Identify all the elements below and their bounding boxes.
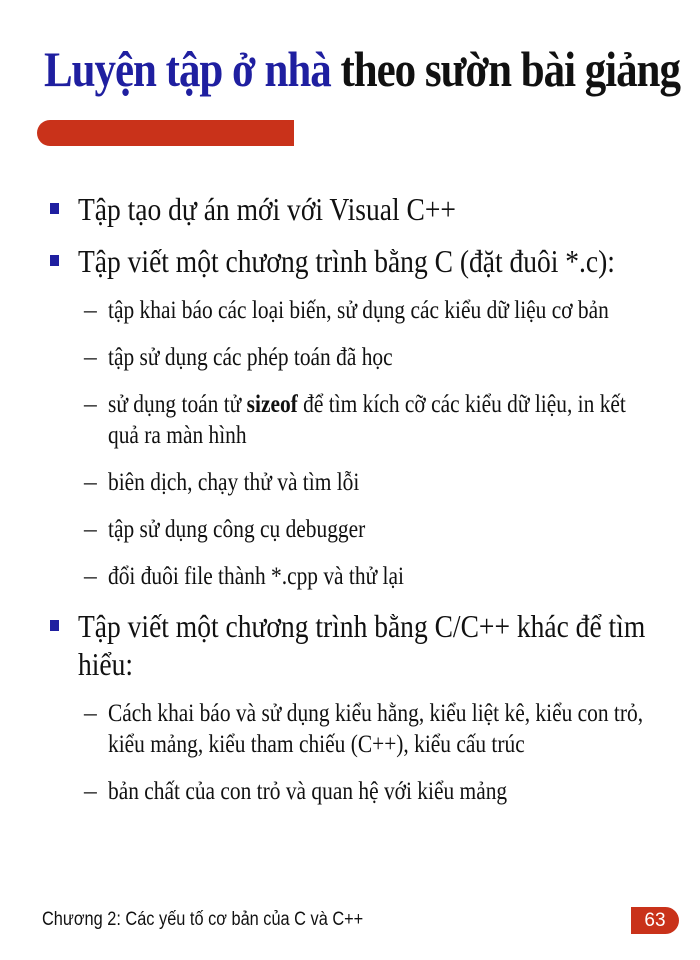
sub-item <box>0 513 700 544</box>
slide-title-accent: Luyện tập ở nhà <box>44 41 331 97</box>
sub-text: đổi đuôi file thành *.cpp và thử lại <box>108 561 404 590</box>
dash-bullet-icon: – <box>84 698 97 727</box>
bullet-item <box>0 190 700 228</box>
slide-content <box>0 190 700 822</box>
bullet-text: Tập tạo dự án mới với Visual C++ <box>78 191 456 227</box>
square-bullet-icon <box>50 203 59 214</box>
bullet-text: Tập viết một chương trình bằng C/C++ khác để tìm hiểu: <box>78 608 646 682</box>
sub-text: tập sử dụng các phép toán đã học <box>108 342 393 371</box>
dash-bullet-icon: – <box>84 514 97 543</box>
sub-text-post: để tìm kích cỡ các kiểu dữ liệu, in kết quả ra màn hình <box>108 389 626 449</box>
title-underline-bar <box>37 120 294 146</box>
sub-item <box>0 560 700 591</box>
dash-bullet-icon: – <box>84 295 97 324</box>
dash-bullet-icon: – <box>84 776 97 805</box>
slide-footer: Chương 2: Các yếu tố cơ bản của C và C++ <box>42 909 364 930</box>
sub-item <box>0 388 700 450</box>
sub-text: tập sử dụng công cụ debugger <box>108 514 366 543</box>
square-bullet-icon <box>50 620 59 631</box>
dash-bullet-icon: – <box>84 389 97 418</box>
sub-list <box>0 294 700 591</box>
sub-item <box>0 294 700 325</box>
dash-bullet-icon: – <box>84 342 97 371</box>
sub-text: tập khai báo các loại biến, sử dụng các kiểu dữ liệu cơ bản <box>108 295 609 324</box>
sub-text: Cách khai báo và sử dụng kiểu hằng, kiểu liệt kê, kiểu con trỏ, kiểu mảng, kiểu tham chiếu (C++), kiểu cấu trúc <box>108 698 644 758</box>
slide-title-rest: theo sườn bài giảng <box>330 41 680 97</box>
page-number-badge: 63 <box>631 907 679 934</box>
sub-text <box>108 388 654 450</box>
sub-item <box>0 466 700 497</box>
slide-title <box>44 42 680 97</box>
sub-text: bản chất của con trỏ và quan hệ với kiểu mảng <box>108 776 508 805</box>
sub-list <box>0 697 700 806</box>
sub-item <box>0 341 700 372</box>
dash-bullet-icon: – <box>84 467 97 496</box>
square-bullet-icon <box>50 255 59 266</box>
dash-bullet-icon: – <box>84 561 97 590</box>
sub-item <box>0 775 700 806</box>
sizeof-keyword: sizeof <box>246 389 298 418</box>
bullet-text: Tập viết một chương trình bằng C (đặt đuôi *.c): <box>78 243 615 279</box>
bullet-item <box>0 607 700 683</box>
sub-item <box>0 697 700 759</box>
sub-text-pre: sử dụng toán tử <box>108 389 247 418</box>
sub-text: biên dịch, chạy thử và tìm lỗi <box>108 467 360 496</box>
bullet-item <box>0 242 700 280</box>
